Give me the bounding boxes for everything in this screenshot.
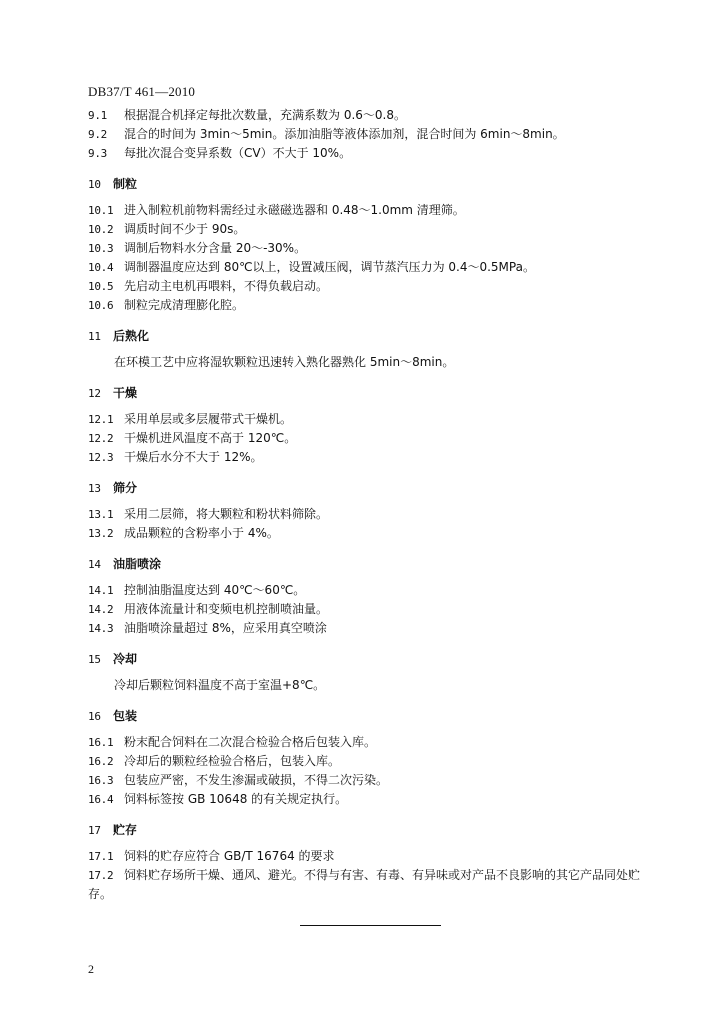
clause-text: 混合的时间为 3min～5min。添加油脂等液体添加剂，混合时间为 6min～8min。 — [124, 127, 565, 141]
clause-16-3 — [88, 771, 648, 790]
clause-text: 饲料标签按 GB 10648 的有关规定执行。 — [124, 792, 348, 806]
clause-number: 10.4 — [88, 261, 114, 274]
clause-13-2 — [88, 524, 648, 543]
section-number: 15 — [88, 653, 101, 666]
clause-text: 饲料的贮存应符合 GB/T 16764 的要求 — [124, 849, 335, 863]
clause-text: 先启动主电机再喂料，不得负载启动。 — [124, 279, 329, 293]
clause-10-4 — [88, 258, 648, 277]
section-heading-11 — [88, 327, 648, 346]
clause-text: 进入制粒机前物料需经过永磁磁选器和 0.48～1.0mm 清理筛。 — [124, 203, 465, 217]
clause-number: 10.6 — [88, 299, 114, 312]
clause-number: 10.5 — [88, 280, 114, 293]
section-title: 贮存 — [113, 823, 138, 837]
clause-16-1 — [88, 733, 648, 752]
clause-number: 16.1 — [88, 736, 114, 749]
clause-16-4 — [88, 790, 648, 809]
clause-number: 12.1 — [88, 413, 114, 426]
section-paragraph: 冷却后颗粒饲料温度不高于室温+8℃。 — [114, 678, 326, 692]
clause-text: 控制油脂温度达到 40℃～60℃。 — [124, 583, 306, 597]
clause-number: 16.3 — [88, 774, 114, 787]
section-number: 16 — [88, 710, 101, 723]
section-number: 10 — [88, 178, 101, 191]
clause-number: 14.3 — [88, 622, 114, 635]
clause-number: 10.3 — [88, 242, 114, 255]
section-title: 油脂喷涂 — [113, 557, 162, 571]
clause-17-1 — [88, 847, 648, 866]
document-id-header: DB37/T 461—2010 — [88, 84, 196, 99]
section-title: 冷却 — [113, 652, 138, 666]
clause-number: 9.2 — [88, 128, 107, 141]
clause-text: 采用单层或多层履带式干燥机。 — [124, 412, 293, 426]
section-heading-17 — [88, 821, 648, 840]
clause-text: 用液体流量计和变频电机控制喷油量。 — [124, 602, 329, 616]
clause-number: 9.1 — [88, 109, 107, 122]
clause-14-1 — [88, 581, 648, 600]
clause-14-3 — [88, 619, 648, 638]
clause-number: 9.3 — [88, 147, 107, 160]
clause-text: 饲料贮存场所干燥、通风、避光。不得与有害、有毒、有异味或对产品不良影响的其它产品同处贮存。 — [88, 868, 641, 901]
section-number: 14 — [88, 558, 101, 571]
section-heading-13 — [88, 479, 648, 498]
section-title: 后熟化 — [113, 329, 150, 343]
clause-text: 包装应严密，不发生渗漏或破损，不得二次污染。 — [124, 773, 389, 787]
section-number: 13 — [88, 482, 101, 495]
clause-text: 每批次混合变异系数（CV）不大于 10%。 — [124, 146, 352, 160]
section-number: 17 — [88, 824, 101, 837]
document-body — [88, 106, 648, 904]
section-heading-10 — [88, 175, 648, 194]
clause-text: 成品颗粒的含粉率小于 4%。 — [124, 526, 279, 540]
clause-number: 13.2 — [88, 527, 114, 540]
clause-text: 调制后物料水分含量 20～-30%。 — [124, 241, 307, 255]
clause-12-1 — [88, 410, 648, 429]
clause-text: 冷却后的颗粒经检验合格后，包装入库。 — [124, 754, 341, 768]
clause-17-2 — [88, 866, 648, 904]
section-heading-16 — [88, 707, 648, 726]
clause-number: 16.4 — [88, 793, 114, 806]
clause-number: 10.2 — [88, 223, 114, 236]
section-number: 11 — [88, 330, 101, 343]
section-paragraph: 在环模工艺中应将湿软颗粒迅速转入熟化器熟化 5min～8min。 — [114, 355, 455, 369]
clause-text: 制粒完成清理膨化腔。 — [124, 298, 245, 312]
clause-text: 粉末配合饲料在二次混合检验合格后包装入库。 — [124, 735, 377, 749]
clause-text: 采用二层筛，将大颗粒和粉状料筛除。 — [124, 507, 329, 521]
end-of-document-rule — [300, 925, 441, 926]
clause-number: 14.2 — [88, 603, 114, 616]
section-title: 制粒 — [113, 177, 138, 191]
clause-13-1 — [88, 505, 648, 524]
clause-10-2 — [88, 220, 648, 239]
clause-text: 油脂喷涂量超过 8%，应采用真空喷涂 — [124, 621, 327, 635]
clause-12-2 — [88, 429, 648, 448]
clause-number: 13.1 — [88, 508, 114, 521]
clause-12-3 — [88, 448, 648, 467]
section-heading-15 — [88, 650, 648, 669]
clause-14-2 — [88, 600, 648, 619]
clause-number: 14.1 — [88, 584, 114, 597]
clause-10-1 — [88, 201, 648, 220]
clause-text: 调质时间不少于 90s。 — [124, 222, 246, 236]
clause-10-6 — [88, 296, 648, 315]
clause-text: 干燥机进风温度不高于 120℃。 — [124, 431, 297, 445]
clause-9-2 — [88, 125, 648, 144]
section-heading-14 — [88, 555, 648, 574]
section-number: 12 — [88, 387, 101, 400]
clause-9-1 — [88, 106, 648, 125]
clause-number: 12.3 — [88, 451, 114, 464]
clause-number: 10.1 — [88, 204, 114, 217]
clause-number: 12.2 — [88, 432, 114, 445]
clause-10-5 — [88, 277, 648, 296]
clause-10-3 — [88, 239, 648, 258]
clause-number: 17.1 — [88, 850, 114, 863]
clause-16-2 — [88, 752, 648, 771]
section-title: 干燥 — [113, 386, 138, 400]
section-heading-12 — [88, 384, 648, 403]
clause-text: 调制器温度应达到 80℃以上，设置减压阀，调节蒸汽压力为 0.4～0.5MPa。 — [124, 260, 535, 274]
section-title: 包装 — [113, 709, 138, 723]
section-title: 筛分 — [113, 481, 138, 495]
clause-text: 干燥后水分不大于 12%。 — [124, 450, 263, 464]
clause-number: 16.2 — [88, 755, 114, 768]
clause-text: 根据混合机择定每批次数量，充满系数为 0.6～0.8。 — [124, 108, 406, 122]
clause-9-3 — [88, 144, 648, 163]
clause-number: 17.2 — [88, 869, 114, 882]
page-number: 2 — [88, 962, 94, 976]
